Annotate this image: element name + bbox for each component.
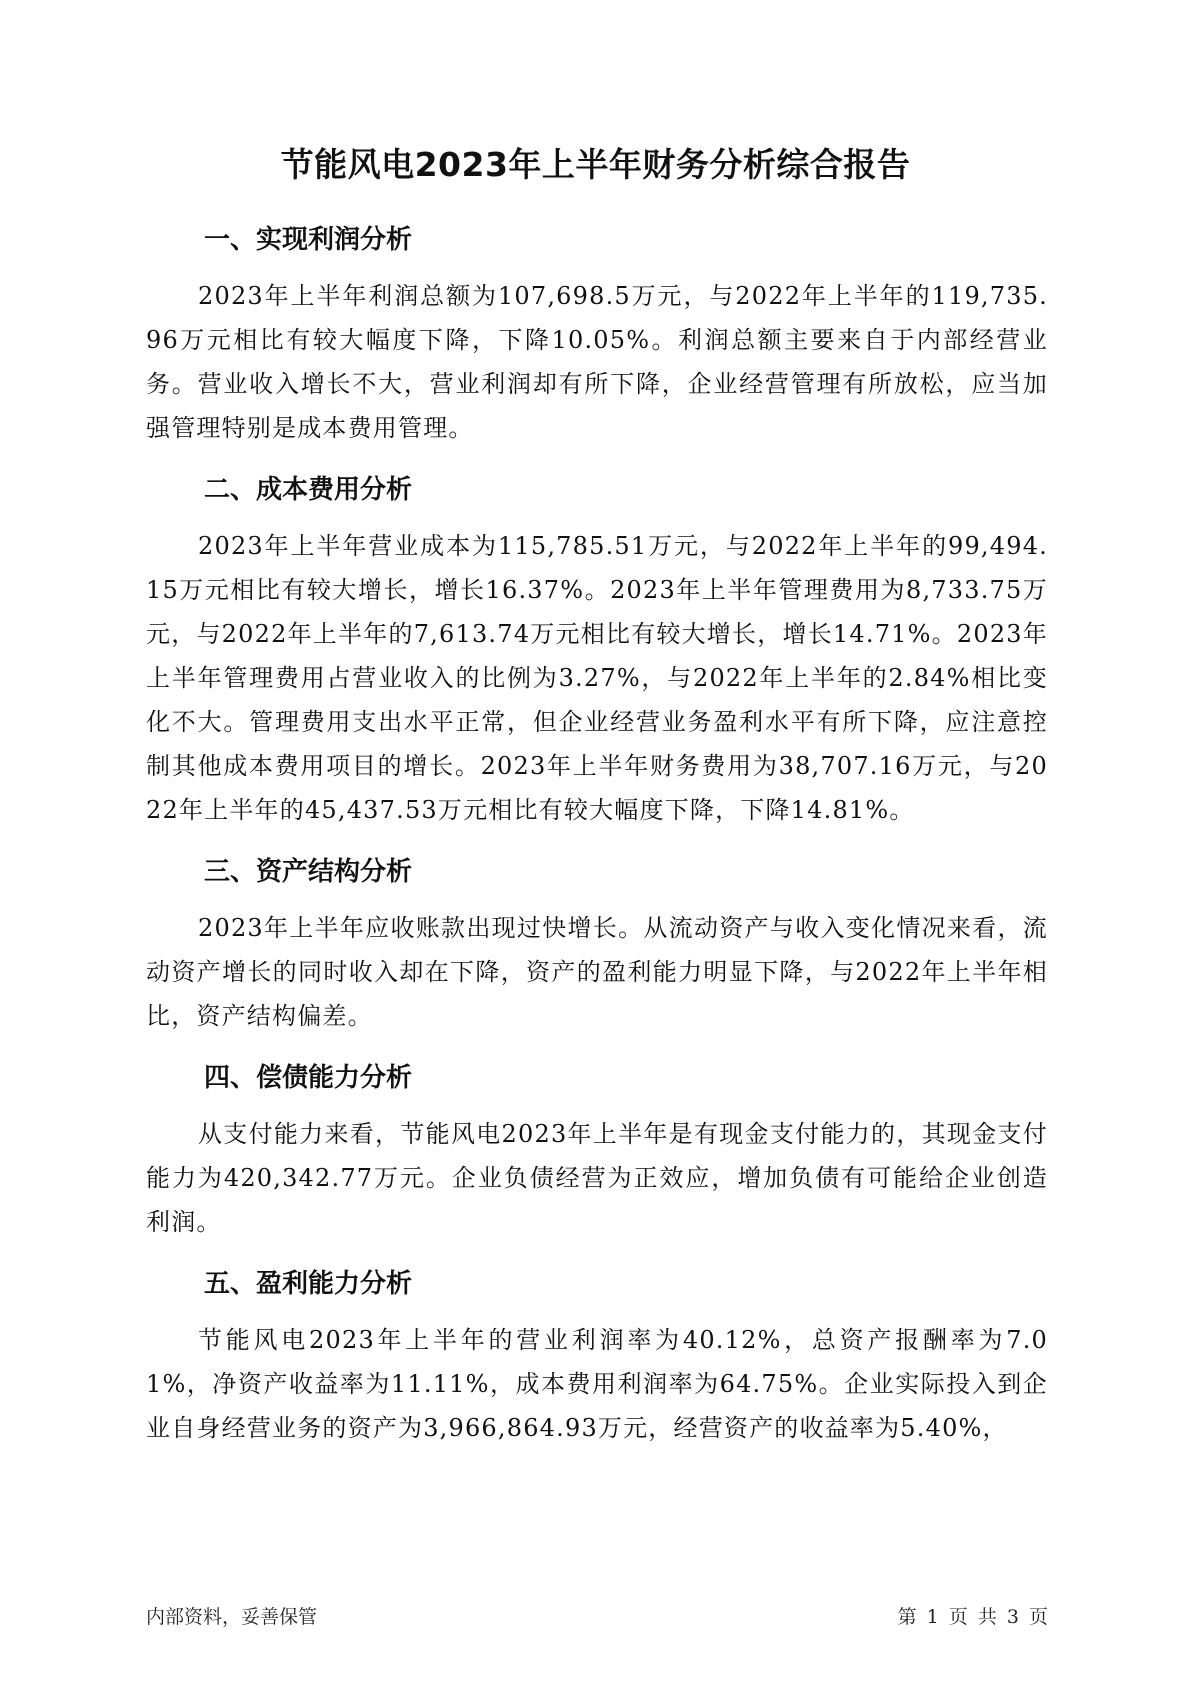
document-body [146,220,1048,1470]
page-title: 节能风电2023年上半年财务分析综合报告 [280,145,911,184]
section-paragraph: 2023年上半年应收账款出现过快增长。从流动资产与收入变化情况来看，流动资产增长的同时收入却在下降，资产的盈利能力明显下降，与2022年上半年相比，资产结构偏差。 [146,914,1048,1030]
section-paragraph: 2023年上半年利润总额为107,698.5万元，与2022年上半年的119,735.96万元相比有较大幅度下降，下降10.05%。利润总额主要来自于内部经营业务。营业收入增长不大，营业利润却有所下降，企业经营管理有所放松，应当加强管理特别是成本费用管理。 [146,282,1048,442]
section-paragraph: 2023年上半年营业成本为115,785.51万元，与2022年上半年的99,494.15万元相比有较大增长，增长16.37%。2023年上半年管理费用为8,733.75万元，与2022年上半年的7,613.74万元相比有较大增长，增长14.71%。2023年上半年管理费用占营业收入的比例为3.27%，与2022年上半年的2.84%相比变化不大。管理费用支出水平正常，但企业经营业务盈利水平有所下降，应注意控制其他成本费用项目的增长。2023年上半年财务费用为38,707.16万元，与2022年上半年的45,437.53万元相比有较大幅度下降，下降14.81%。 [146,532,1048,824]
section-heading: 五、盈利能力分析 [204,1269,413,1299]
section-asset-structure [146,852,1048,1038]
section-paragraph: 节能风电2023年上半年的营业利润率为40.12%，总资产报酬率为7.01%，净资产收益率为11.11%，成本费用利润率为64.75%。企业实际投入到企业自身经营业务的资产为3,966,864.93万元，经营资产的收益率为5.40%， [146,1326,1048,1442]
section-heading: 三、资产结构分析 [204,857,413,887]
section-heading: 二、成本费用分析 [204,475,413,505]
section-solvency-analysis [146,1058,1048,1244]
section-heading: 一、实现利润分析 [204,225,413,255]
section-cost-analysis [146,470,1048,832]
section-profit-analysis [146,220,1048,450]
footer-confidential-note: 内部资料，妥善保管 [146,1606,318,1628]
section-heading: 四、偿债能力分析 [204,1063,413,1093]
section-paragraph: 从支付能力来看，节能风电2023年上半年是有现金支付能力的，其现金支付能力为420,342.77万元。企业负债经营为正效应，增加负债有可能给企业创造利润。 [146,1120,1048,1236]
section-profitability-analysis [146,1264,1048,1450]
footer-page-number: 第 1 页 共 3 页 [897,1606,1048,1628]
